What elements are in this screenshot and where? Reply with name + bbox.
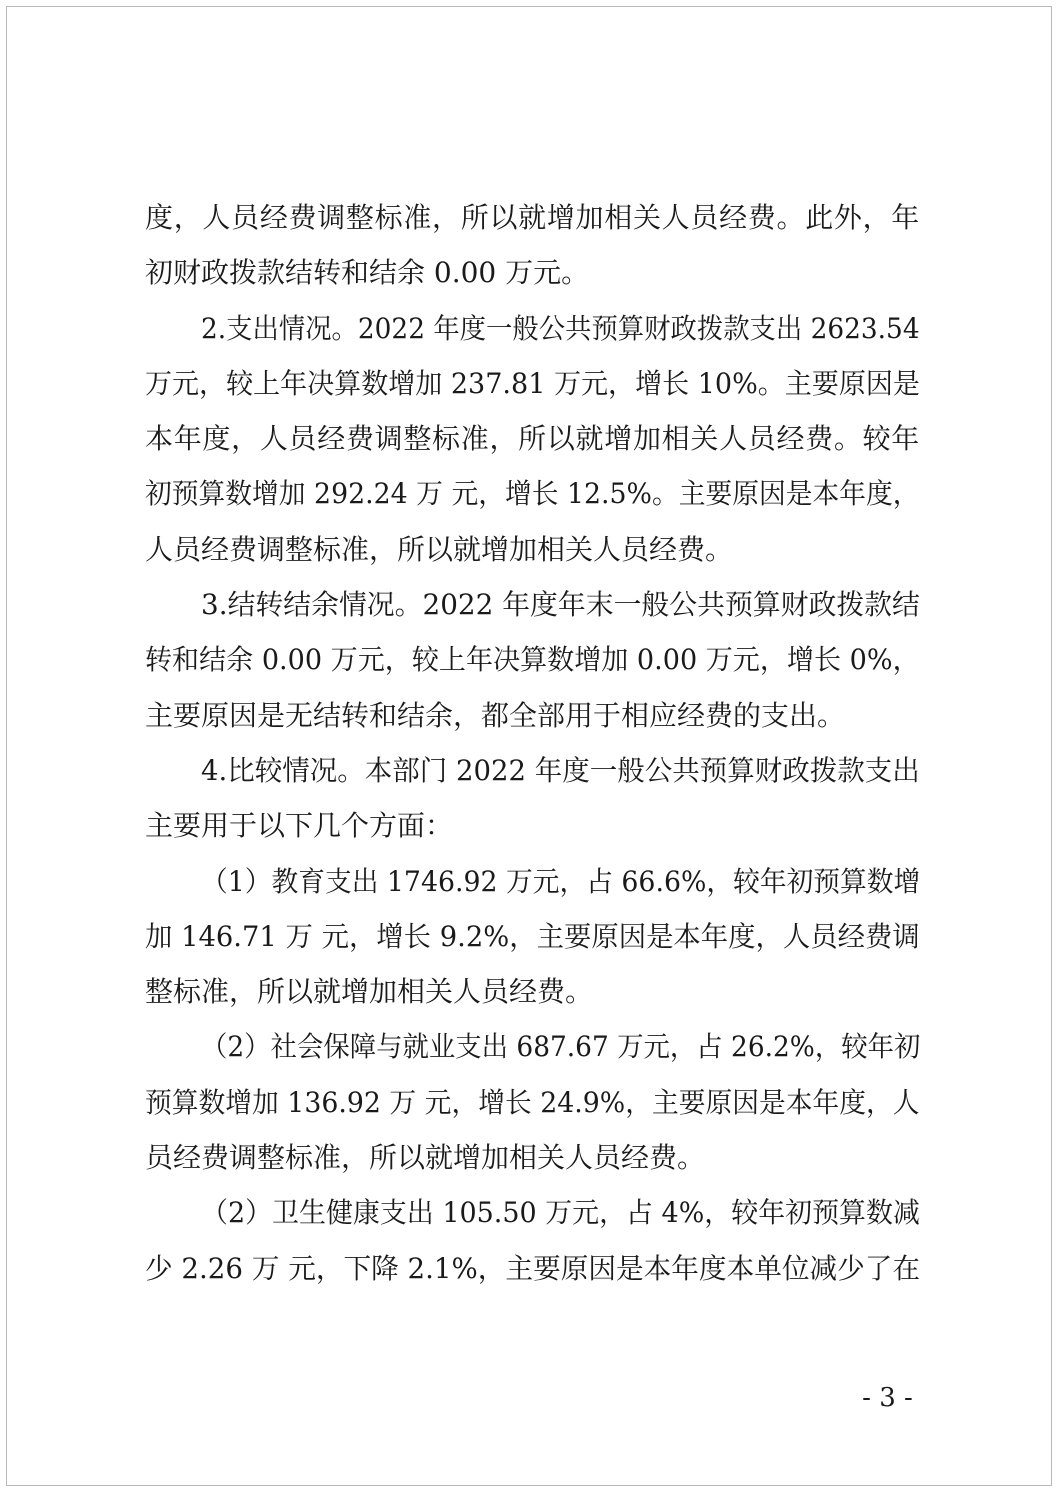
text-line [145, 964, 920, 1019]
text-line [145, 1019, 920, 1074]
text-line-content: 整标准，所以就增加相关人员经费。 [145, 975, 594, 1009]
text-line-content: 初预算数增加 292.24 万 元，增长 12.5%。主要原因是本年度， [145, 477, 920, 511]
text-line-content: 主要原因是无结转和结余，都全部用于相应经费的支出。 [145, 698, 846, 732]
text-line [145, 522, 920, 577]
text-line-content: 2.支出情况。2022 年度一般公共预算财政拨款支出 2623.54 [201, 311, 920, 345]
text-line-content: 人员经费调整标准，所以就增加相关人员经费。 [145, 532, 734, 566]
text-line [145, 688, 920, 743]
text-line-content: 转和结余 0.00 万元，较上年决算数增加 0.00 万元，增长 0%， [145, 643, 920, 677]
text-line [145, 1185, 920, 1240]
text-line [145, 301, 920, 356]
text-line [145, 743, 920, 798]
text-line [145, 909, 920, 964]
text-line-content: 本年度，人员经费调整标准，所以就增加相关人员经费。较年 [145, 422, 921, 456]
text-line-content: 加 146.71 万 元，增长 9.2%，主要原因是本年度，人员经费调 [145, 919, 920, 953]
text-line [145, 190, 920, 245]
text-line-content: 主要用于以下几个方面： [145, 809, 454, 843]
text-line [145, 632, 920, 687]
text-line [145, 1241, 920, 1296]
text-line [145, 245, 920, 300]
text-line [145, 798, 920, 853]
document-body [145, 190, 920, 1296]
text-line-content: 3.结转结余情况。2022 年度年末一般公共预算财政拨款结 [201, 588, 920, 622]
text-line-content: 初财政拨款结转和结余 0.00 万元。 [145, 256, 590, 290]
text-line-content: （2）卫生健康支出 105.50 万元，占 4%，较年初预算数减 [201, 1196, 920, 1230]
text-line-content: （1）教育支出 1746.92 万元，占 66.6%，较年初预算数增 [201, 864, 921, 898]
text-line [145, 466, 920, 521]
text-line [145, 411, 920, 466]
text-line [145, 577, 920, 632]
text-line-content: 4.比较情况。本部门 2022 年度一般公共预算财政拨款支出 [201, 753, 920, 787]
text-line [145, 1075, 920, 1130]
text-line [145, 356, 920, 411]
text-line-content: 预算数增加 136.92 万 元，增长 24.9%，主要原因是本年度，人 [145, 1085, 920, 1119]
page-number: - 3 - [862, 1383, 913, 1413]
text-line [145, 854, 920, 909]
text-line-content: （2）社会保障与就业支出 687.67 万元，占 26.2%，较年初 [201, 1030, 921, 1064]
text-line-content: 员经费调整标准，所以就增加相关人员经费。 [145, 1141, 706, 1175]
text-line-content: 万元，较上年决算数增加 237.81 万元，增长 10%。主要原因是 [145, 366, 920, 400]
text-line-content: 度，人员经费调整标准，所以就增加相关人员经费。此外，年 [145, 201, 921, 234]
text-line-content: 少 2.26 万 元，下降 2.1%，主要原因是本年度本单位减少了在 [145, 1251, 921, 1285]
text-line [145, 1130, 920, 1185]
